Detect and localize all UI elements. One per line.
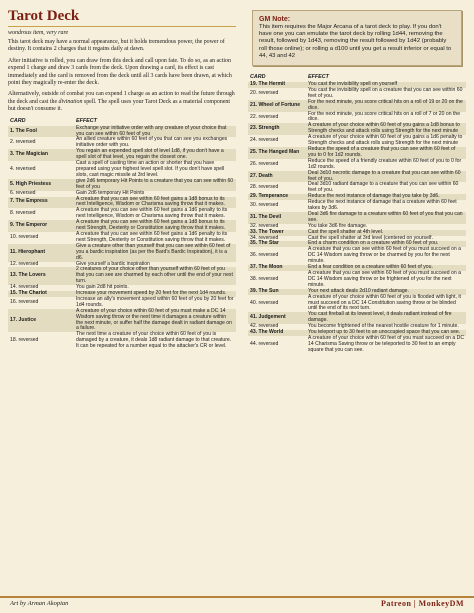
card-name: 24. reversed	[250, 137, 279, 144]
card-name: 17. Justice	[8, 309, 74, 333]
card-effect: Give a creature other than yourself that you can see within 60 feet of you a bardic inspiration (as per the Bard's Bardic Inspiration), it is a d6.	[74, 244, 236, 262]
card-name: 16. reversed	[10, 298, 39, 305]
table-row	[8, 309, 236, 333]
card-name: 25. The Hanged Man	[248, 147, 306, 159]
title-divider	[8, 26, 236, 27]
footer-divider	[0, 596, 474, 598]
card-name: 35. The Star	[248, 241, 306, 247]
card-effect: A creature that you can see within 60 feet gains a 1d6 penalty to its next Strength, Dexterity or Constitution saving throw that it makes.	[76, 230, 228, 243]
card-effect: 2 creatures of your choice other than yourself within 60 feet of you that you can see are charmed by each other until the end of your next turn.	[74, 267, 236, 285]
header-effect: EFFECT	[76, 117, 97, 124]
card-name: 29. Temperance	[248, 194, 306, 200]
card-name: 31. The Devil	[248, 212, 306, 224]
card-name: 10. reversed	[10, 233, 39, 240]
card-effect: End a fear condition on a creature within 60 feet of you.	[306, 265, 466, 271]
gm-note-body: This item requires the Major Arcana of a tarot deck to play. If you don't have one you can emulate the tarot deck by rolling 1d44, removing the result, followed by 1d43, removing the result followed by 1d42 (probably roll those online); or rolling a d100 until you get a result inferior or equal to 44, 43 and 42	[259, 24, 452, 59]
card-effect: A creature of your choice within 60 feet of you must succeed on a DC 14 Charisma Saving throw or be teleported to 30 feet to an empty square that you can see.	[308, 334, 465, 353]
card-name: 22. reversed	[250, 113, 279, 120]
card-name: 44. reversed	[250, 340, 279, 347]
card-effect: Increase your movement speed by 20 feet for the next 1d4 rounds.	[74, 291, 236, 297]
card-effect: You cast the invisibility spell on a creature that you can see within 60 feet of you.	[308, 86, 463, 99]
card-effect: A creature that you can see within 60 feet of you must succeed on a DC 14 Wisdom saving throw or be charmed by you for the next minute.	[308, 246, 461, 265]
table-row	[8, 332, 236, 350]
card-effect: For the next minute, you score critical hits on a roll of 7 or 20 on the dice.	[308, 110, 461, 123]
card-name: 21. Wheel of Fortune	[248, 100, 306, 112]
card-name: 6. reversed	[10, 189, 36, 196]
table-row	[248, 336, 466, 354]
card-name: 8. reversed	[10, 210, 36, 217]
card-name: 18. reversed	[10, 337, 39, 344]
gm-note-box	[252, 10, 462, 66]
card-effect: A creature of your choice within 60 feet of you gains a 1d6 penalty to Strength checks and attack rolls using Strength for the next minute	[308, 134, 463, 147]
card-name: 30. reversed	[250, 202, 279, 209]
right-column	[248, 8, 466, 354]
card-effect: Increase an ally's movement speed within 60 feet of you by 20 feet for 1d4 rounds.	[76, 295, 234, 308]
spacer	[248, 66, 466, 74]
card-name: 19. The Hermit	[248, 82, 306, 88]
card-name: 9. The Emperor	[8, 220, 74, 232]
card-effect: You gain 2d8 hit points.	[76, 284, 129, 291]
card-name: 40. reversed	[250, 299, 279, 306]
card-effect: Deal 3d10 radiant damage to a creature that you can see within 60 feet of you.	[308, 181, 459, 194]
card-name: 2. reversed	[10, 139, 36, 146]
card-name: 41. Judgement	[248, 312, 306, 324]
card-effect: A creature that you can see within 60 feet gains a 1d8 bonus to its next Strength, Dexterity or Constitution saving throw that it makes.	[74, 220, 236, 232]
card-name: 20. reversed	[250, 89, 279, 96]
card-name: 33. The Tower	[248, 230, 306, 236]
card-effect: You cast the invisibility spell on yourself	[306, 82, 466, 88]
table-row	[248, 88, 466, 100]
paragraph-3-text-b: spell. The spell uses your Tarot Deck as a material component but doesn't consume it.	[8, 98, 231, 113]
page-footer	[0, 596, 474, 613]
card-name: 43. The World	[248, 330, 306, 336]
card-effect: A creature of your choice within 60 feet of you is flooded with light, it must succeed on a DC 14 Constitution saving throw or be blinded until the end of its next turn.	[308, 293, 461, 312]
card-name: 11. Hierophant	[8, 244, 74, 262]
card-name: 23. Strength	[248, 123, 306, 135]
card-effect: The next time a creature of your choice within 60 feet of you is damaged by a creature, it deals 1d8 radiant damage to that creature. It can be repeated for a number equal to the attacker's CR or level.	[76, 331, 232, 350]
card-name: 13. The Lovers	[8, 267, 74, 285]
card-effect: Cast the spell shatter at 4th level.	[306, 230, 466, 236]
card-effect: You cast fireball at its lowest level, it deals radiant instead of fire damage.	[306, 312, 466, 324]
card-effect: Reduce the next instance of damage that a creature within 60 feet takes by 3d6.	[308, 199, 457, 212]
card-effect: You teleport up to 30 feet to an unoccupied space that you can see.	[306, 330, 466, 336]
card-effect: Gain 2d6 temporary Hit Points	[76, 189, 145, 196]
card-name: 28. reversed	[250, 184, 279, 191]
tarot-table-right	[248, 74, 466, 354]
card-effect: A creature of your choice within 60 feet of you gains a 1d8 bonus to Strength checks and attack rolls using Strength for the next minute	[306, 123, 466, 135]
table-row	[248, 271, 466, 289]
card-name: 5. High Priestess	[8, 179, 74, 191]
card-effect: A creature that you can see within 60 feet gains a 1d6 penalty to its next Intelligence, Wisdom or Charisma saving throw that it makes.	[76, 207, 228, 220]
card-effect: Cast a spell of casting time an action or shorter that you have prepared using your highest level spell slot. If you don't have spell slots, cast magic missile at 3rd level.	[76, 160, 225, 178]
paragraph-1: This tarot deck may have a normal appearance, but it holds tremendous power, the power of destiny. It contains 2 charges that it regains daily at dawn.	[8, 39, 225, 53]
card-effect: End a charm condition on a creature within 60 feet of you.	[306, 241, 466, 247]
card-name: 4. reversed	[10, 166, 36, 172]
card-name: 39. The Sun	[248, 289, 306, 295]
header-card: CARD	[250, 74, 266, 81]
card-name: 27. Death	[248, 171, 306, 183]
table-row	[248, 295, 466, 313]
card-effect: Reduce the next instance of damage that you take by 3d6.	[306, 194, 466, 200]
card-name: 37. The Moon	[248, 265, 306, 271]
divination-spell-ref: divination	[58, 98, 83, 105]
art-credit: Art by Arman Akopian	[10, 600, 69, 607]
card-name: 12. reversed	[10, 260, 39, 267]
item-subtitle: wondrous item, very rare	[8, 30, 69, 36]
card-effect: You become frightened of the nearest hostile creature for 1 minute.	[308, 323, 459, 330]
table-row	[8, 267, 236, 285]
paragraph-2: After initiative is rolled, you can draw from this deck and call upon fate. To do so, as an action expend 1 charge and draw 3 cards from the deck. Upon drawing a card, its effect is cast immediately and the card is removed from the deck until all 3 cards have been drawn, at which point they magically re-enter the deck.	[8, 57, 232, 87]
card-effect: Your next attack deals 2d10 radiant damage.	[306, 289, 466, 295]
card-effect: You take 3d6 fire damage.	[308, 222, 368, 229]
card-name: 32. reversed	[250, 222, 279, 229]
card-name: 34. reversed	[250, 234, 279, 241]
card-effect: You regain an expended spell slot of level 1d8, if you don't have a spell slot of that level, you regain the closest one.	[74, 149, 236, 161]
table-row	[248, 212, 466, 224]
table-row	[8, 297, 236, 309]
header-effect: EFFECT	[308, 74, 329, 81]
page-title: Tarot Deck	[8, 8, 80, 24]
gm-note-title: GM Note:	[259, 16, 291, 23]
card-name: 38. reversed	[250, 275, 279, 282]
card-effect: A creature that you can see within 60 feet gains a 1d8 bonus to its next Intelligence, Wisdom or Charisma saving throw that it makes.	[74, 197, 236, 209]
table-row	[248, 100, 466, 112]
paragraph-3	[8, 91, 236, 113]
card-name: 3. The Magician	[8, 149, 74, 161]
header-card: CARD	[10, 117, 26, 124]
card-effect: For the next minute, you score critical hits on a roll of 19 or 20 on the dice.	[306, 100, 466, 112]
card-name: 14. reversed	[10, 284, 39, 291]
table-row	[8, 232, 236, 244]
card-effect: Deal 3d6 fire damage to a creature within 60 feet of you that you can see.	[306, 212, 466, 224]
card-effect: A creature that you can see within 60 feet of you must succeed on a DC 14 Wisdom saving throw or be frightened of you for the next minute.	[308, 270, 461, 288]
card-name: 36. reversed	[250, 252, 279, 259]
left-column	[8, 8, 236, 350]
card-effect: An allied creature within 60 feet of you that can see you exchanges initiative order with you.	[76, 136, 228, 149]
card-effect: Exchange your initiative order with any creature of your choice that you can see within 60 feet of you	[74, 126, 236, 138]
card-effect: Give yourself a bardic inspiration	[76, 260, 150, 267]
card-effect: A creature of your choice within 60 feet of you must make a DC 14 Wisdom saving throw or the next time it damages a creature within the next minute, or suffer half the damage dealt in radiant damage on a failure.	[74, 309, 236, 333]
card-name: 1. The Fool	[8, 126, 74, 138]
card-effect: Reduce the speed of a friendly creature within 60 feet of you to 0 for 1d2 rounds.	[308, 157, 462, 170]
paragraph-3-text-a: Alternatively, outside of combat you can expend 1 charge as an action to read the future through the deck and cast the	[8, 91, 235, 105]
card-effect: Cast the spell shatter at 3rd level (centered on yourself.	[308, 234, 433, 241]
card-effect: Deal 3d10 necrotic damage to a creature that you can see within 60 feet of you.	[306, 171, 466, 183]
card-effect: give 2d6 temporary Hit Points to a creature that you can see within 60 feet of you	[74, 179, 236, 191]
card-name: 26. reversed	[250, 160, 279, 167]
card-effect: Reduce the speed of a creature that you can see within 60 feet of you to 0 for 1d2 rounds.	[306, 147, 466, 159]
brand-link[interactable]: Patreon | MonkeyDM	[380, 599, 464, 608]
table-row	[8, 244, 236, 262]
tarot-table-left	[8, 118, 236, 350]
table-row	[8, 179, 236, 191]
table-row	[248, 247, 466, 265]
table-row	[248, 159, 466, 171]
card-name: 42. reversed	[250, 323, 279, 330]
card-name: 15. The Chariot	[8, 291, 74, 297]
table-row	[8, 161, 236, 179]
card-name: 7. The Empress	[8, 197, 74, 209]
